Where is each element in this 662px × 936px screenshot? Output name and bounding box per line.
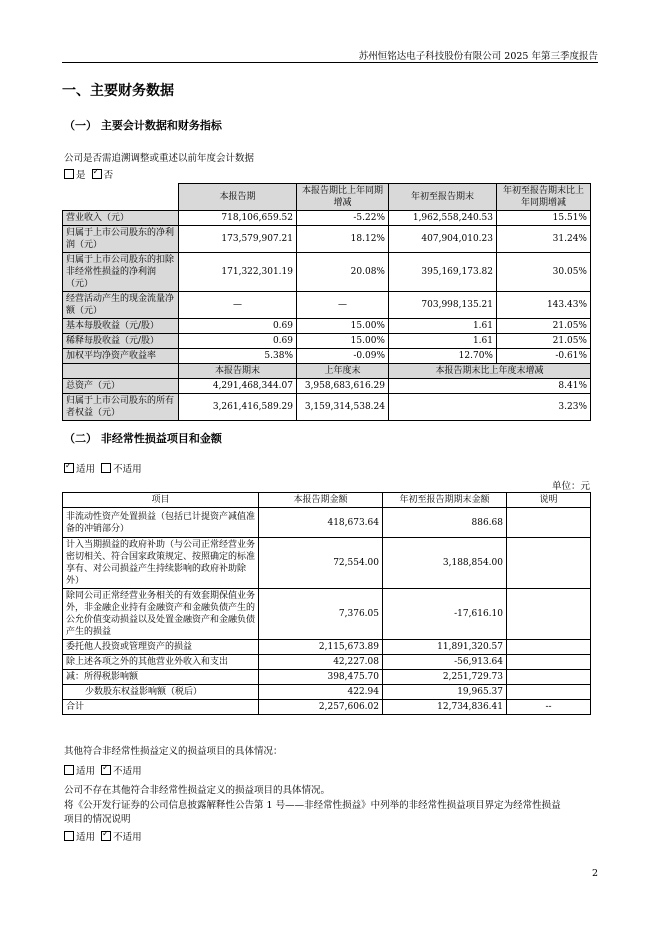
table-cell: 3,261,416,589.29	[179, 394, 297, 421]
row-label: 稀释每股收益（元/股）	[63, 334, 179, 349]
table-row	[63, 685, 591, 700]
table-cell	[507, 670, 591, 685]
table-cell: 42,227.08	[259, 655, 383, 670]
table-cell: 21.05%	[497, 319, 591, 334]
row-label: 非流动性资产处置损益（包括已计提资产减值准备的冲销部分）	[63, 508, 259, 538]
table-cell	[507, 538, 591, 589]
table-cell: 5.38%	[179, 349, 297, 364]
table-cell: —	[297, 292, 389, 319]
restate-options	[64, 167, 113, 181]
table-cell: 12,734,836.41	[383, 700, 507, 715]
table-cell: 15.00%	[297, 334, 389, 349]
checkbox-checked-icon[interactable]	[64, 463, 74, 473]
no-other-items-text: 公司不存在其他符合非经常性损益定义的损益项目的具体情况。	[64, 785, 331, 796]
table-cell: 886.68	[383, 508, 507, 538]
table-cell: 3,159,314,538.24	[297, 394, 389, 421]
financial-data-table	[62, 183, 591, 421]
table-header-cell: 本报告期	[179, 184, 297, 211]
table-cell: —	[179, 292, 297, 319]
table-cell: -0.61%	[497, 349, 591, 364]
table-row	[63, 700, 591, 715]
table-header-row	[63, 493, 591, 508]
table-cell: 20.08%	[297, 253, 389, 292]
subsection-title-1: （一） 主要会计数据和财务指标	[64, 119, 222, 132]
table-row	[63, 292, 591, 319]
table-cell: 2,251,729.73	[383, 670, 507, 685]
row-label: 除上述各项之外的其他营业外收入和支出	[63, 655, 259, 670]
row-label: 营业收入（元）	[63, 211, 179, 226]
option-not-applicable: 不适用	[113, 832, 142, 843]
table-row	[63, 211, 591, 226]
table-cell	[507, 508, 591, 538]
table-cell: 2,257,606.02	[259, 700, 383, 715]
table-cell: -56,913.64	[383, 655, 507, 670]
checkbox-unchecked-icon[interactable]	[101, 463, 111, 473]
table-cell: 422.94	[259, 685, 383, 700]
row-label: 归属于上市公司股东的所有者权益（元）	[63, 394, 179, 421]
table-cell: 407,904,010.23	[389, 226, 497, 253]
table-cell: 0.69	[179, 334, 297, 349]
table-header-cell: 说明	[507, 493, 591, 508]
table-row	[63, 589, 591, 640]
option-no: 否	[103, 170, 114, 181]
checkbox-checked-icon[interactable]	[101, 831, 111, 841]
table-row	[63, 670, 591, 685]
table-row	[63, 655, 591, 670]
row-label: 加权平均净资产收益率	[63, 349, 179, 364]
table-cell: 1.61	[389, 334, 497, 349]
table-cell: 1,962,558,240.53	[389, 211, 497, 226]
table-cell: 3.23%	[389, 394, 591, 421]
table-cell: 1.61	[389, 319, 497, 334]
row-label: 归属于上市公司股东的扣除非经常性损益的净利润（元）	[63, 253, 179, 292]
row-label: 减：所得税影响额	[63, 670, 259, 685]
table-cell	[507, 589, 591, 640]
table-cell: 398,475.70	[259, 670, 383, 685]
table-header-row	[63, 184, 591, 211]
header-divider	[62, 62, 598, 63]
table-cell: 2,115,673.89	[259, 640, 383, 655]
table-cell: 4,291,468,344.07	[179, 379, 297, 394]
table-cell: -17,616.10	[383, 589, 507, 640]
table-row	[63, 394, 591, 421]
table-header-cell: 本报告期末	[179, 364, 297, 379]
non-recurring-table	[62, 492, 591, 715]
table-row	[63, 538, 591, 589]
explain-line-2: 项目的情况说明	[64, 814, 131, 825]
row-label: 委托他人投资或管理资产的损益	[63, 640, 259, 655]
option-yes: 是	[76, 170, 86, 181]
table-header-cell: 上年度末	[297, 364, 389, 379]
checkbox-unchecked-icon[interactable]	[64, 765, 74, 775]
checkbox-unchecked-icon[interactable]	[64, 831, 74, 841]
option-applicable: 适用	[76, 464, 96, 475]
table-cell: 18.12%	[297, 226, 389, 253]
table-cell: -5.22%	[297, 211, 389, 226]
table-cell: 19,965.37	[383, 685, 507, 700]
row-label: 总资产（元）	[63, 379, 179, 394]
table-cell: 143.43%	[497, 292, 591, 319]
table-cell: 718,106,659.52	[179, 211, 297, 226]
table-header-cell: 本报告期金额	[259, 493, 383, 508]
table-row	[63, 319, 591, 334]
other-items-label: 其他符合非经常性损益定义的损益项目的具体情况：	[64, 746, 283, 757]
table-row	[63, 640, 591, 655]
other-items-options	[64, 763, 142, 777]
table-header-cell: 本报告期末比上年度末增减	[389, 364, 591, 379]
table-row	[63, 253, 591, 292]
table-row	[63, 334, 591, 349]
page-number: 2	[591, 868, 598, 879]
table-cell: 8.41%	[389, 379, 591, 394]
table-header-cell	[63, 184, 179, 211]
table-cell: 11,891,320.57	[383, 640, 507, 655]
table-cell: 30.05%	[497, 253, 591, 292]
restate-question: 公司是否需追溯调整或重述以前年度会计数据	[64, 153, 255, 164]
row-label: 经营活动产生的现金流量净额（元）	[63, 292, 179, 319]
table-header-cell	[63, 364, 179, 379]
table-cell: 31.24%	[497, 226, 591, 253]
table-row	[63, 508, 591, 538]
table-cell: 0.69	[179, 319, 297, 334]
unit-label: 单位：元	[551, 481, 590, 492]
table-row	[63, 379, 591, 394]
table-cell: 173,579,907.21	[179, 226, 297, 253]
subsection-title-2: （二） 非经常性损益项目和金额	[64, 432, 222, 445]
option-not-applicable: 不适用	[113, 766, 142, 777]
table-row	[63, 349, 591, 364]
table-cell: -0.09%	[297, 349, 389, 364]
table-cell: 395,169,173.82	[389, 253, 497, 292]
row-label: 合计	[63, 700, 259, 715]
table-cell: 171,322,301.19	[179, 253, 297, 292]
checkbox-checked-icon[interactable]	[92, 169, 102, 179]
table-cell: --	[507, 700, 591, 715]
table-cell	[507, 640, 591, 655]
table-header-cell: 项目	[63, 493, 259, 508]
table-header-cell: 年初至报告期末比上年同期增减	[497, 184, 591, 211]
checkbox-unchecked-icon[interactable]	[64, 169, 74, 179]
table-cell: 15.00%	[297, 319, 389, 334]
table-cell	[507, 685, 591, 700]
table-header-cell: 年初至报告期末	[389, 184, 497, 211]
table-header-cell: 本报告期比上年同期增减	[297, 184, 389, 211]
row-label: 少数股东权益影响额（税后）	[63, 685, 259, 700]
checkbox-checked-icon[interactable]	[101, 765, 111, 775]
table-cell	[507, 655, 591, 670]
table-cell: 7,376.05	[259, 589, 383, 640]
section-title: 一、主要财务数据	[62, 83, 174, 99]
applicable-options	[64, 461, 142, 475]
row-label: 计入当期损益的政府补助（与公司正常经营业务密切相关、符合国家政策规定、按照确定的标准享有、对公司损益产生持续影响的政府补助除外）	[63, 538, 259, 589]
table-cell: 72,554.00	[259, 538, 383, 589]
table-header-cell: 年初至报告期期末金额	[383, 493, 507, 508]
table-cell: 12.70%	[389, 349, 497, 364]
option-not-applicable: 不适用	[113, 464, 142, 475]
table-cell: 21.05%	[497, 334, 591, 349]
row-label: 基本每股收益（元/股）	[63, 319, 179, 334]
table-cell: 3,188,854.00	[383, 538, 507, 589]
table-cell: 418,673.64	[259, 508, 383, 538]
table-cell: 15.51%	[497, 211, 591, 226]
table-cell: 3,958,683,616.29	[297, 379, 389, 394]
table-header-row-2	[63, 364, 591, 379]
row-label: 归属于上市公司股东的净利润（元）	[63, 226, 179, 253]
option-applicable: 适用	[76, 766, 96, 777]
row-label: 除同公司正常经营业务相关的有效套期保值业务外，非金融企业持有金融资产和金融负债产生的公允价值变动损益以及处置金融资产和金融负债产生的损益	[63, 589, 259, 640]
table-cell: 703,998,135.21	[389, 292, 497, 319]
report-header: 苏州恒铭达电子科技股份有限公司 2025 年第三季度报告	[358, 51, 598, 62]
option-applicable: 适用	[76, 832, 96, 843]
table-row	[63, 226, 591, 253]
explain-line-1: 将《公开发行证券的公司信息披露解释性公告第 1 号——非经常性损益》中列举的非经常性损益项目界定为经常性损益	[64, 800, 561, 811]
explain-options	[64, 829, 142, 843]
